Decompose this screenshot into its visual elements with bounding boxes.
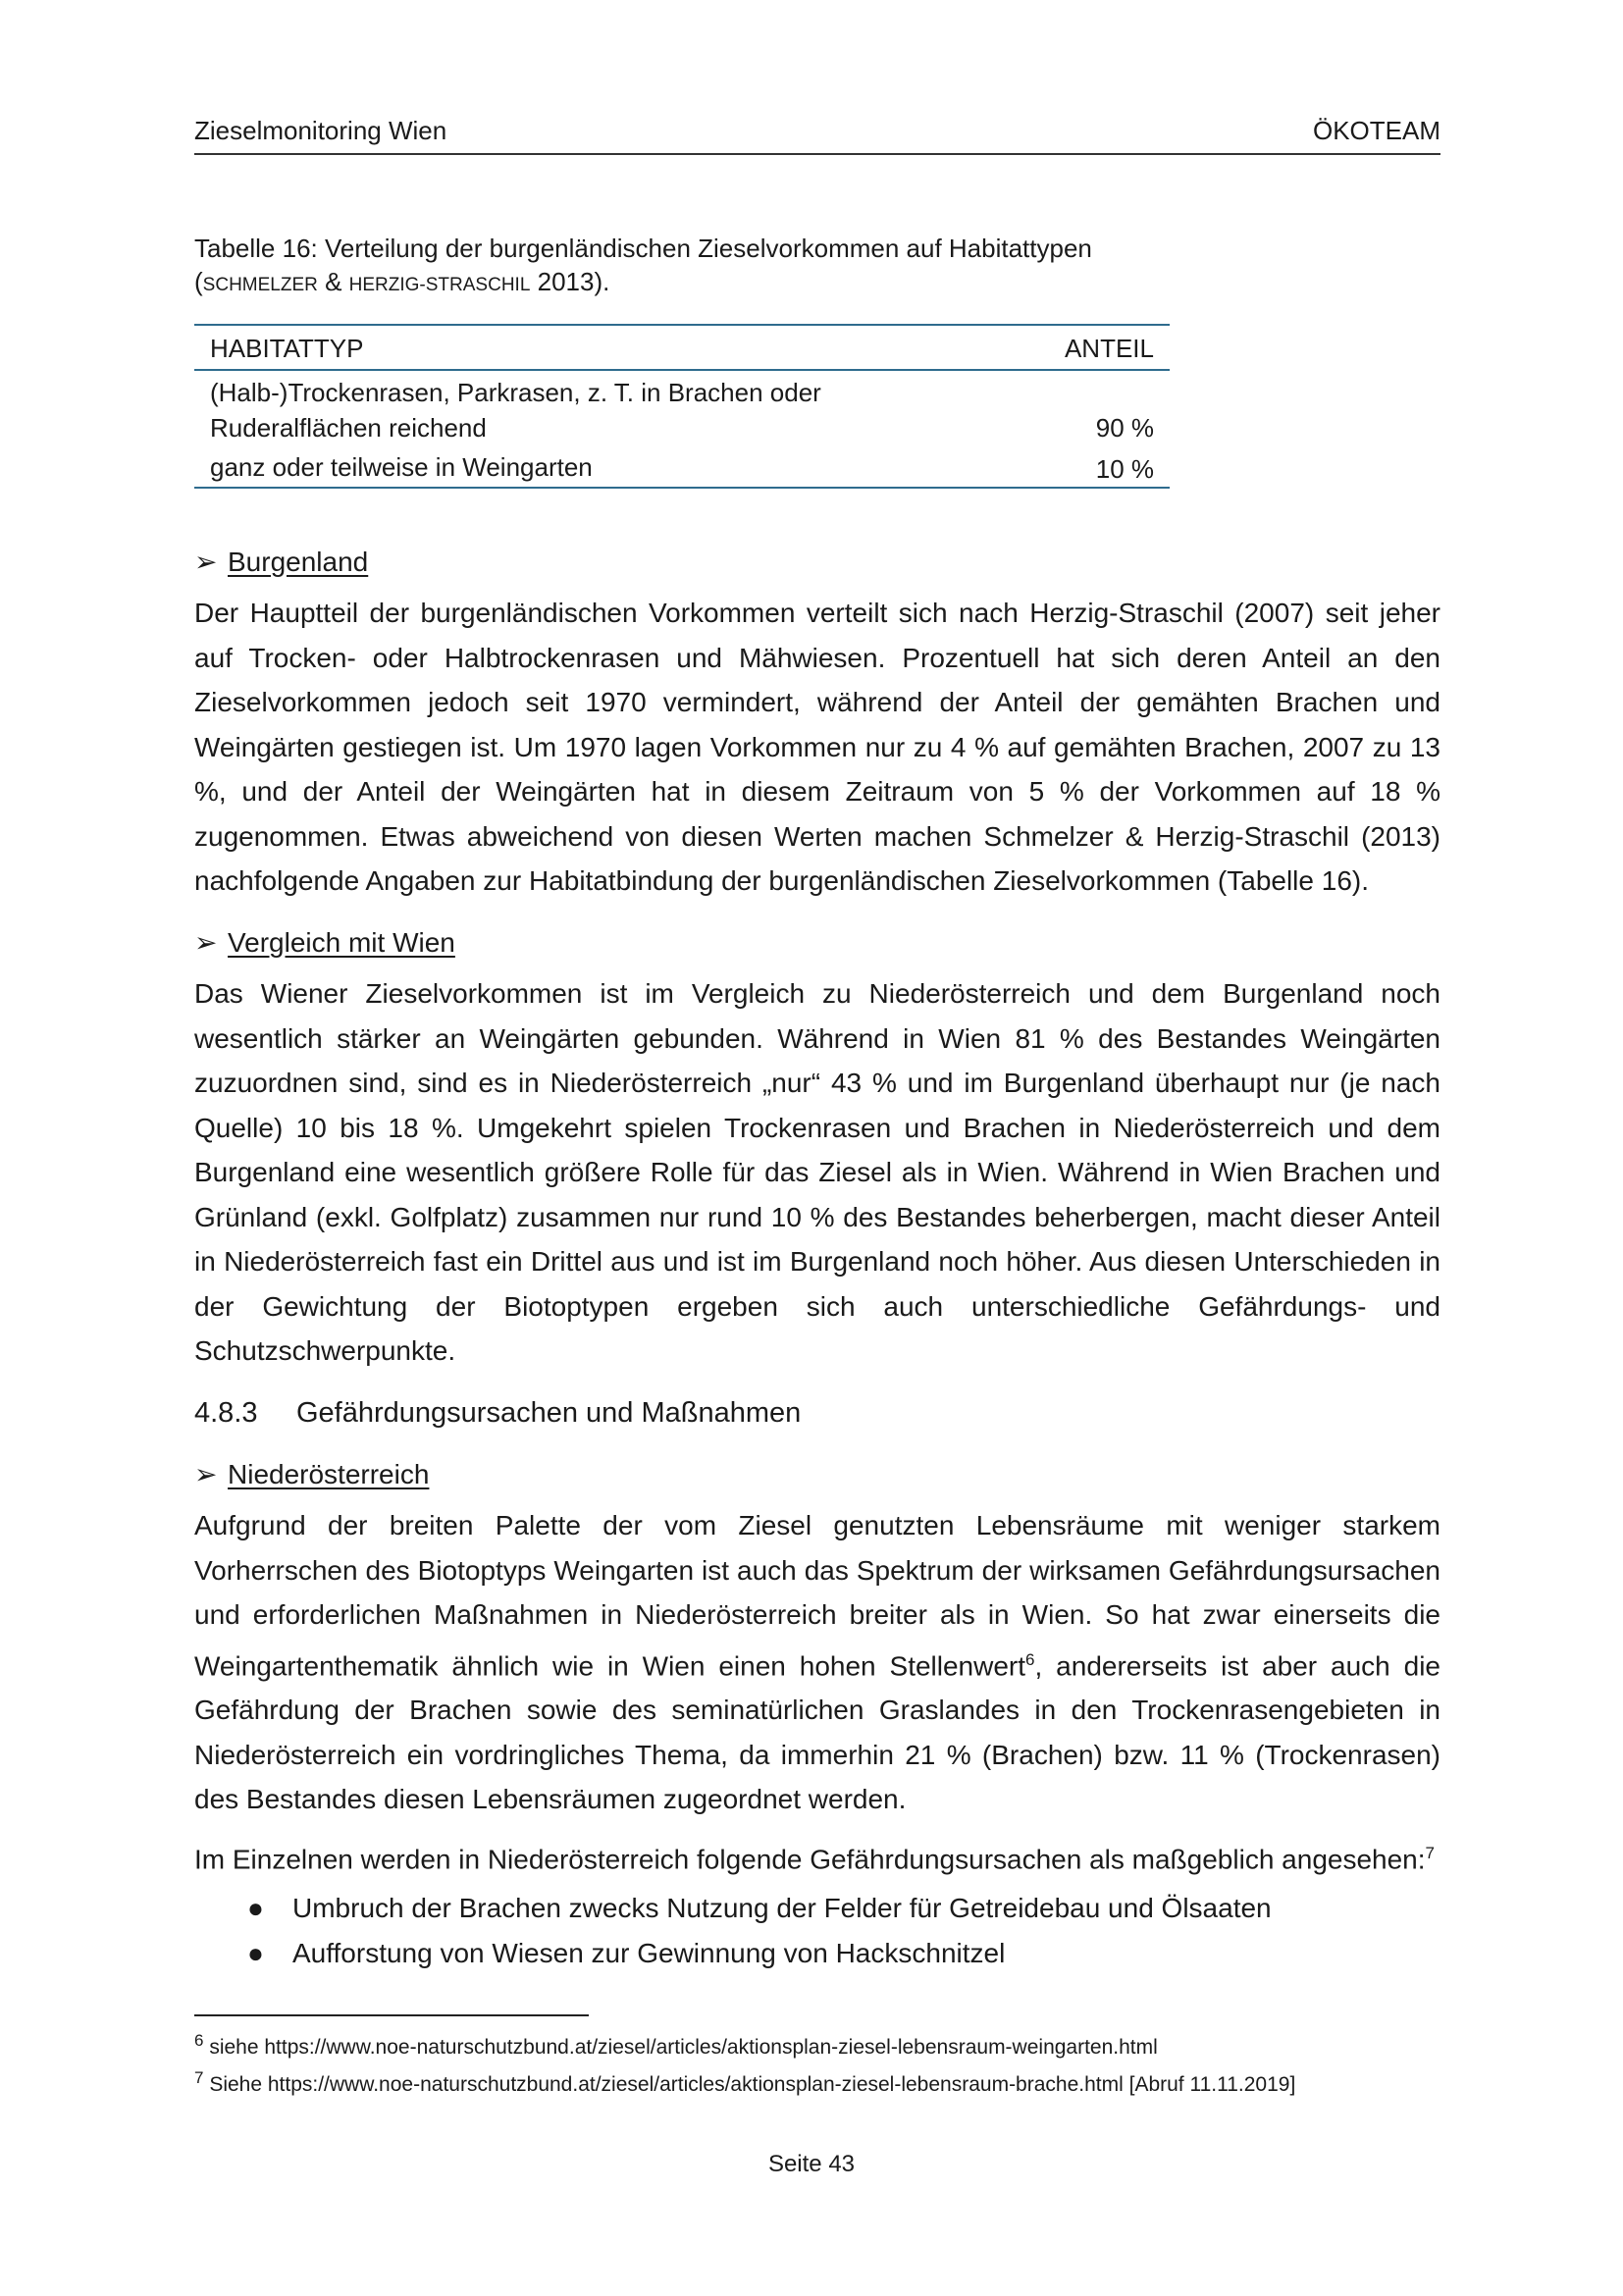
arrow-bullet-icon: ➢ <box>194 547 218 577</box>
page-number: Seite 43 <box>767 2151 856 2177</box>
bullet-icon: ● <box>247 1938 264 1968</box>
table-caption: Tabelle 16: Verteilung der burgenländischen Zieselvorkommen auf Habitattypen (SCHMELZER & HERZIG-STRASCHIL 2013). <box>194 234 1092 296</box>
bullet-icon: ● <box>247 1893 264 1923</box>
paragraph-niederoesterreich: Aufgrund der breiten Palette der vom Ziesel genutzten Lebensräume mit weniger starkem Vorherrschen des Biotoptyps Weingarten ist auch das Spektrum der wirksamen Gefährdungsursachen und erforderlichen Maßnahmen in Niederösterreich breiter als in Wien. So hat zwar einerseits die Weingartenthematik ähnlich wie in Wien einen hohen Stellenwert$^6$, andererseits ist aber auch die Gefährdung der Brachen sowie des seminatürlichen Graslandes in den Trockenrasengebieten in Niederösterreich ein vordringliches Thema, da immerhin 21 % (Brachen) bzw. 11 % (Trockenrasen) des Bestandes diesen Lebensräumen zugeordnet werden. <box>194 1510 1440 1815</box>
table-row <box>194 371 1170 445</box>
column-header-share: ANTEIL <box>1064 334 1154 363</box>
header-organization: ÖKOTEAM <box>1312 116 1440 145</box>
header-title: Zieselmonitoring Wien <box>194 116 447 145</box>
arrow-bullet-icon: ➢ <box>194 927 218 958</box>
column-header-habitat: HABITATTYP <box>210 334 364 363</box>
footnote-ref[interactable]: 6 <box>1025 1649 1035 1669</box>
footnote: $^7$ Siehe https://www.noe-naturschutzbund.at/ziesel/articles/aktionsplan-ziesel-lebensraum-brache.html [Abruf 11.11.2019] <box>194 2068 1296 2096</box>
habitat-cell: ganz oder teilweise in Weingarten <box>210 452 593 482</box>
paragraph-intro: Im Einzelnen werden in Niederösterreich folgende Gefährdungsursachen als maßgeblich angesehen:$^7$ <box>194 1844 1435 1875</box>
paragraph-burgenland: Der Hauptteil der burgenländischen Vorkommen verteilt sich nach Herzig-Straschil (2007) seit jeher auf Trocken- oder Halbtrockenrasen und Mähwiesen. Prozentuell hat sich deren Anteil an den Zieselvorkommen jedoch seit 1970 vermindert, während der Anteil der gemähten Brachen und Weingärten gestiegen ist. Um 1970 lagen Vorkommen nur zu 4 % auf gemähten Brachen, 2007 zu 13 %, und der Anteil der Weingärten hat in diesem Zeitraum von 5 % der Vorkommen auf 18 % zugenommen. Etwas abweichend von diesen Werten machen Schmelzer & Herzig-Straschil (2013) nachfolgende Angaben zur Habitatbindung der burgenländischen Zieselvorkommen (Tabelle 16). <box>194 598 1440 896</box>
running-header <box>194 116 1440 155</box>
section-heading-vergleich: ➢ Vergleich mit Wien <box>194 927 455 958</box>
table-header-row <box>194 326 1170 371</box>
caption-author-1: SCHMELZER <box>202 275 318 295</box>
footnote: $^6$ siehe https://www.noe-naturschutzbund.at/ziesel/articles/aktionsplan-ziesel-lebensraum-weingarten.html <box>194 2031 1158 2059</box>
paragraph-vergleich: Das Wiener Zieselvorkommen ist im Vergleich zu Niederösterreich und dem Burgenland noch wesentlich stärker an Weingärten gebunden. Während in Wien 81 % des Bestandes Weingärten zuzuordnen sind, sind es in Niederösterreich „nur“ 43 % und im Burgenland überhaupt nur (je nach Quelle) 10 bis 18 %. Umgekehrt spielen Trockenrasen und Brachen in Niederösterreich und dem Burgenland eine wesentlich größere Rolle für das Ziesel als in Wien. Während in Wien Brachen und Grünland (exkl. Golfplatz) zusammen nur rund 10 % des Bestandes beherbergen, macht dieser Anteil in Niederösterreich fast ein Drittel aus und ist im Burgenland noch höher. Aus diesen Unterschieden in der Gewichtung der Biotoptypen ergeben sich auch unterschiedliche Gefährdungs- und Schutzschwerpunkte. <box>194 978 1440 1366</box>
list-item: ● Aufforstung von Wiesen zur Gewinnung von Hackschnitzel <box>247 1931 1425 1976</box>
caption-author-2: HERZIG-STRASCHIL <box>348 275 531 295</box>
habitat-table <box>194 324 1170 489</box>
arrow-bullet-icon: ➢ <box>194 1459 218 1489</box>
share-cell: 90 % <box>1095 413 1154 443</box>
footnote-separator <box>194 2014 589 2016</box>
footnote-ref[interactable]: 7 <box>1425 1844 1435 1862</box>
subsection-heading <box>194 1397 801 1430</box>
table-row <box>194 445 1170 487</box>
section-heading-niederoesterreich: ➢ Niederösterreich <box>194 1459 430 1489</box>
share-cell: 10 % <box>1095 454 1154 484</box>
subsection-number: 4.8.3 <box>194 1397 258 1429</box>
section-heading-burgenland: ➢ Burgenland <box>194 547 369 577</box>
subsection-title: Gefährdungsursachen und Maßnahmen <box>296 1397 802 1429</box>
habitat-cell: (Halb-)Trockenrasen, Parkrasen, z. T. in Brachen oder Ruderalflächen reichend <box>210 378 821 443</box>
list-item: ● Umbruch der Brachen zwecks Nutzung der Felder für Getreidebau und Ölsaaten <box>247 1886 1425 1931</box>
